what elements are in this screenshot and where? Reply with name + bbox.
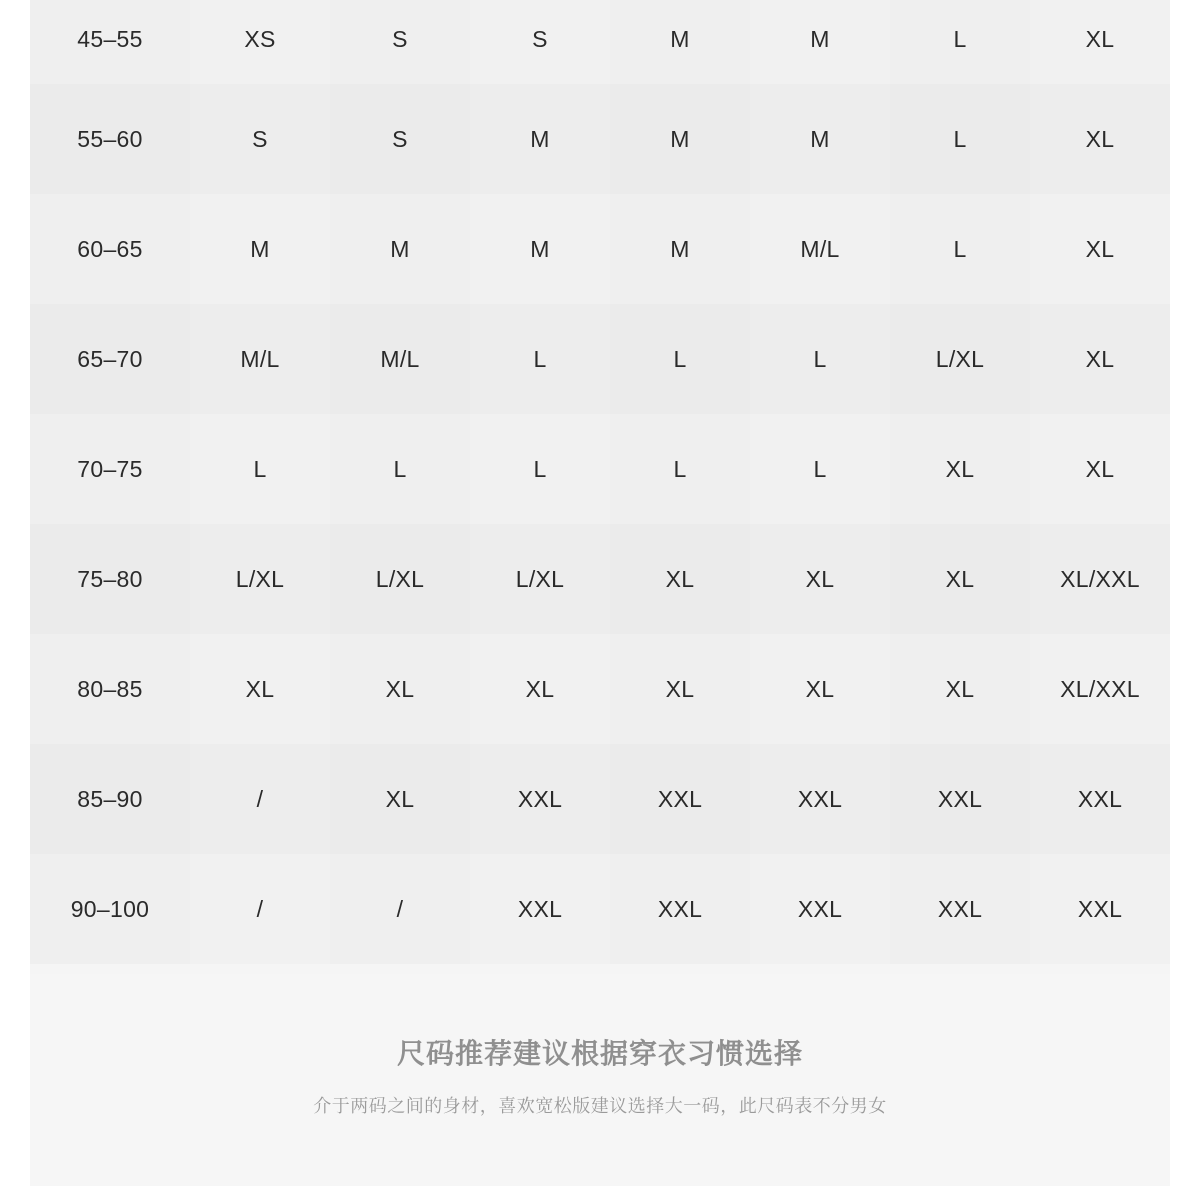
size-cell: M <box>610 194 750 304</box>
size-cell: M <box>470 84 610 194</box>
size-cell: / <box>190 854 330 964</box>
table-row <box>30 524 1170 634</box>
size-cell: XL <box>330 634 470 744</box>
size-cell: XL <box>890 634 1030 744</box>
weight-range-cell: 45–55 <box>30 0 190 84</box>
size-chart-body <box>30 0 1170 964</box>
table-row <box>30 84 1170 194</box>
size-cell: XL <box>750 524 890 634</box>
size-cell: S <box>190 84 330 194</box>
size-cell: XXL <box>470 854 610 964</box>
size-cell: L/XL <box>470 524 610 634</box>
table-row <box>30 634 1170 744</box>
size-cell: XL/XXL <box>1030 634 1170 744</box>
size-cell: L <box>610 414 750 524</box>
size-cell: M <box>750 0 890 84</box>
size-cell: XS <box>190 0 330 84</box>
size-cell: XL <box>610 524 750 634</box>
size-note-title: 尺码推荐建议根据穿衣习惯选择 <box>396 1038 803 1069</box>
size-cell: XL <box>190 634 330 744</box>
size-cell: XL <box>1030 0 1170 84</box>
size-cell: M <box>330 194 470 304</box>
size-cell: L/XL <box>890 304 1030 414</box>
size-cell: XL/XXL <box>1030 524 1170 634</box>
size-cell: L <box>190 414 330 524</box>
weight-range-cell: 55–60 <box>30 84 190 194</box>
size-cell: L <box>610 304 750 414</box>
size-cell: XXL <box>750 854 890 964</box>
size-cell: XXL <box>890 744 1030 854</box>
size-cell: M <box>470 194 610 304</box>
weight-range-cell: 70–75 <box>30 414 190 524</box>
size-cell: L <box>470 304 610 414</box>
size-cell: M <box>610 0 750 84</box>
size-cell: / <box>190 744 330 854</box>
size-cell: L/XL <box>330 524 470 634</box>
size-cell: M <box>190 194 330 304</box>
weight-range-cell: 85–90 <box>30 744 190 854</box>
weight-range-cell: 80–85 <box>30 634 190 744</box>
size-chart-sheet <box>30 0 1170 1186</box>
size-cell: L <box>890 0 1030 84</box>
size-cell: L/XL <box>190 524 330 634</box>
size-cell: L <box>330 414 470 524</box>
size-cell: L <box>890 194 1030 304</box>
size-cell: XL <box>750 634 890 744</box>
size-cell: XXL <box>750 744 890 854</box>
table-row <box>30 744 1170 854</box>
size-chart-table <box>30 0 1170 964</box>
size-cell: XL <box>470 634 610 744</box>
table-row <box>30 854 1170 964</box>
size-cell: M <box>610 84 750 194</box>
size-cell: XXL <box>470 744 610 854</box>
size-cell: XL <box>610 634 750 744</box>
size-cell: XXL <box>610 744 750 854</box>
size-cell: XL <box>1030 304 1170 414</box>
table-row <box>30 0 1170 84</box>
table-row <box>30 194 1170 304</box>
size-note-subtitle: 介于两码之间的身材，喜欢宽松版建议选择大一码，此尺码表不分男女 <box>313 1096 887 1116</box>
size-cell: XL <box>330 744 470 854</box>
size-cell: L <box>750 414 890 524</box>
size-cell: L <box>890 84 1030 194</box>
size-cell: XL <box>1030 84 1170 194</box>
size-cell: XL <box>1030 194 1170 304</box>
size-cell: XL <box>890 414 1030 524</box>
size-cell: XXL <box>890 854 1030 964</box>
size-cell: XXL <box>1030 744 1170 854</box>
size-cell: L <box>470 414 610 524</box>
size-cell: M/L <box>750 194 890 304</box>
table-row <box>30 304 1170 414</box>
size-cell: M/L <box>330 304 470 414</box>
weight-range-cell: 65–70 <box>30 304 190 414</box>
weight-range-cell: 75–80 <box>30 524 190 634</box>
size-cell: S <box>330 84 470 194</box>
size-note-panel <box>30 974 1170 1186</box>
size-cell: XL <box>890 524 1030 634</box>
size-cell: L <box>750 304 890 414</box>
weight-range-cell: 90–100 <box>30 854 190 964</box>
size-cell: XL <box>1030 414 1170 524</box>
size-cell: XXL <box>610 854 750 964</box>
size-cell: S <box>330 0 470 84</box>
table-row <box>30 414 1170 524</box>
weight-range-cell: 60–65 <box>30 194 190 304</box>
size-cell: M <box>750 84 890 194</box>
size-cell: M/L <box>190 304 330 414</box>
size-cell: / <box>330 854 470 964</box>
size-cell: S <box>470 0 610 84</box>
size-cell: XXL <box>1030 854 1170 964</box>
